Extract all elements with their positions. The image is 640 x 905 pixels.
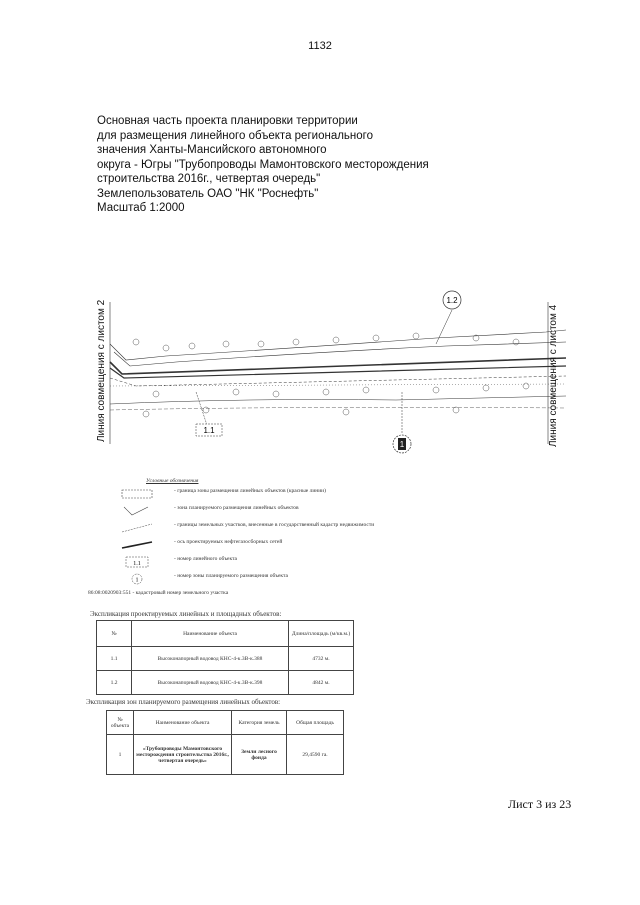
legend: [88, 478, 378, 596]
tree-symbol: [133, 339, 139, 345]
legend-text: - номер зоны планируемого размещения объекта: [174, 573, 288, 579]
table1: [96, 620, 354, 695]
table-header-row: [97, 621, 354, 647]
table-header: Категория земель: [232, 711, 287, 735]
table-cell: Высоконапорный водовод КНС-4-к.3В-к.398: [132, 671, 289, 695]
legend-text: - номер линейного объекта: [174, 556, 238, 562]
title-line: округа - Югры "Трубопроводы Мамонтовского месторождения: [97, 158, 429, 171]
table-header-row: [107, 711, 344, 735]
legend-text: - граница зоны размещения линейных объектов (красные линии): [174, 488, 326, 494]
right-match-line-label: Линия совмещения с листом 4: [548, 304, 559, 447]
cadastre-boundary-symbol: [118, 522, 162, 534]
callout-1: 1: [399, 440, 405, 449]
legend-item: [118, 488, 378, 501]
table-cell: 1.1: [97, 647, 132, 671]
table2-title: Экспликация зон планируемого размещения линейных объектов:: [86, 698, 281, 706]
table-row: [107, 735, 344, 775]
tree-symbol: [293, 339, 299, 345]
callout-1-2: 1.2: [446, 296, 458, 305]
table-header: Наименование объекта: [134, 711, 232, 735]
legend-sym-1-1: 1.1: [133, 561, 141, 567]
table-row: [97, 647, 354, 671]
table-header: №: [97, 621, 132, 647]
title-line: строительства 2016г., четвертая очередь": [97, 173, 321, 185]
leader-line: [436, 310, 452, 344]
legend-text: - зона планируемого размещения линейных объектов: [174, 505, 299, 511]
title-line: Землепользователь ОАО "НК "Роснефть": [97, 187, 319, 200]
table-header: Общая площадь: [287, 711, 344, 735]
tree-symbol: [333, 337, 339, 343]
table-cell: 1: [107, 735, 134, 775]
callout-1-1: 1.1: [203, 426, 215, 435]
legend-text: - границы земельных участков, внесенные в государственный кадастр недвижимости: [174, 522, 375, 528]
lower-boundary-line: [110, 407, 566, 410]
legend-text: - ось проектируемых нефтегазосборных сетей: [174, 539, 283, 545]
zone-symbol: [118, 505, 162, 517]
tree-symbol: [223, 341, 229, 347]
legend-item: [118, 539, 378, 552]
legend-sym-1: 1: [135, 577, 139, 584]
table-header: Наименование объекта: [132, 621, 289, 647]
tree-symbol: [258, 341, 264, 347]
leader-line: [196, 392, 208, 428]
zone-number-symbol: [118, 573, 162, 585]
title-line: для размещения линейного объекта регионального: [97, 129, 373, 142]
table-cell: 4842 м.: [289, 671, 354, 695]
table-row: [97, 671, 354, 695]
tree-symbol: [273, 391, 279, 397]
tree-symbol: [343, 409, 349, 415]
tree-symbol: [323, 389, 329, 395]
legend-item: [118, 556, 378, 569]
tree-symbol: [453, 407, 459, 413]
table-header: Длина/площадь (м/кв.м.): [289, 621, 354, 647]
table-cell: Высоконапорный водовод КНС-4-к.3В-к.388: [132, 647, 289, 671]
tree-symbol: [203, 407, 209, 413]
tree-symbol: [189, 343, 195, 349]
cadastral-number-note: 86:08:0020903:551 - кадастровый номер земельного участка: [88, 590, 229, 596]
tree-symbol: [163, 345, 169, 351]
page-number: 1132: [308, 40, 332, 52]
title-line: Основная часть проекта планировки территории: [97, 115, 358, 127]
tree-symbol: [233, 389, 239, 395]
pipeline-axis-symbol: [118, 539, 162, 551]
legend-item: [118, 522, 378, 535]
tree-symbol: [153, 391, 159, 397]
document-title: [97, 114, 497, 216]
table-header: № объекта: [107, 711, 134, 735]
tree-symbol: [143, 411, 149, 417]
lower-boundary-line: [110, 396, 566, 404]
title-line: значения Ханты-Мансийского автономного: [97, 144, 327, 156]
upper-boundary-line: [110, 330, 566, 360]
title-line: Масштаб 1:2000: [97, 202, 185, 214]
map-drawing: [96, 282, 566, 457]
tree-symbol: [373, 335, 379, 341]
map-svg: [96, 282, 566, 457]
tree-symbol: [523, 383, 529, 389]
table1-title: Экспликация проектируемых линейных и площадных объектов:: [90, 610, 282, 618]
legend-item: [118, 573, 378, 586]
table-cell: 29,4590 га.: [287, 735, 344, 775]
table-cell: 1.2: [97, 671, 132, 695]
legend-item: [118, 505, 378, 518]
sheet-label: Лист 3 из 23: [508, 797, 572, 811]
tree-symbol: [363, 387, 369, 393]
object-number-symbol: [118, 556, 162, 568]
table-cell: «Трубопроводы Мамонтовского месторождения строительства 2016г., четвертая очередь»: [134, 735, 232, 775]
lower-boundary-line: [110, 384, 566, 386]
tree-symbol: [483, 385, 489, 391]
legend-heading: Условные обозначения: [146, 478, 199, 484]
table2: [106, 710, 344, 775]
table-cell: Земли лесного фонда: [232, 735, 287, 775]
table-cell: 4732 м.: [289, 647, 354, 671]
tree-symbol: [433, 387, 439, 393]
upper-boundary-line: [114, 342, 566, 366]
red-line-symbol: [118, 488, 162, 500]
tree-symbol: [413, 333, 419, 339]
tree-symbol: [513, 339, 519, 345]
left-match-line-label: Линия совмещения с листом 2: [96, 299, 107, 442]
